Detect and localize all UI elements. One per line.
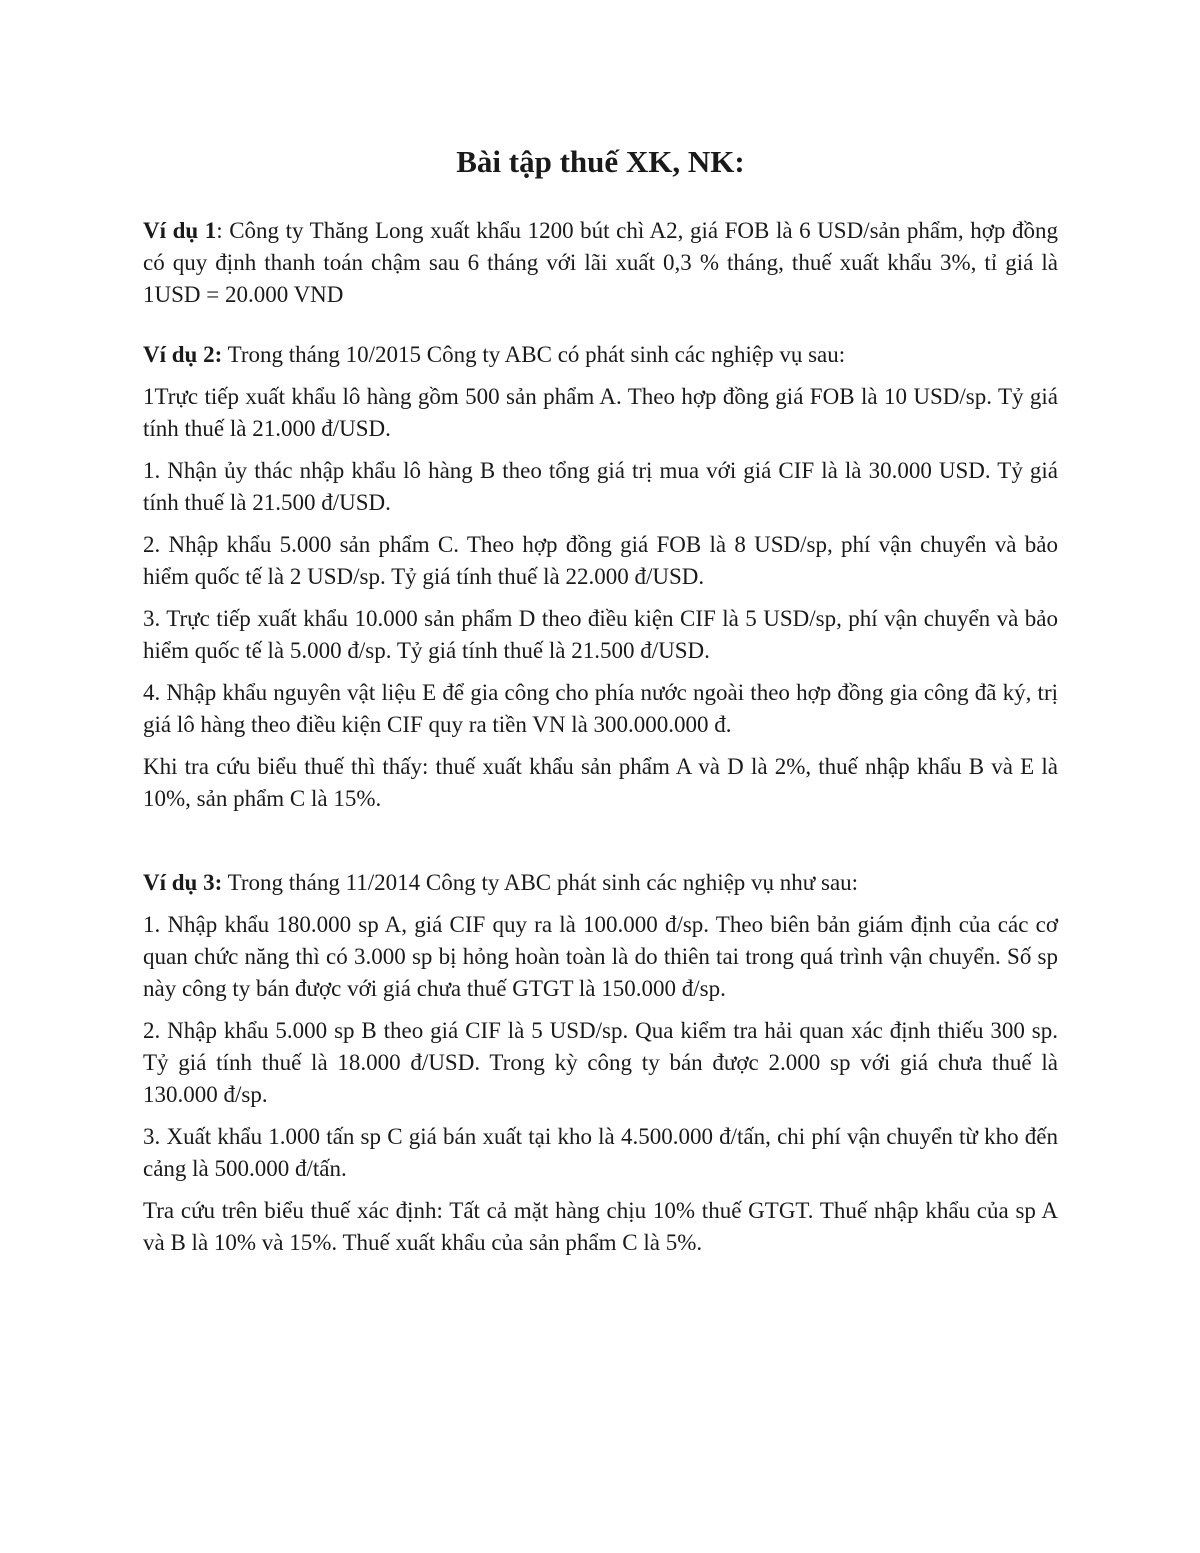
example-2-item: 1. Nhận ủy thác nhập khẩu lô hàng B theo tổng giá trị mua với giá CIF là là 30.000 USD. Tỷ giá tính thuế là 21.500 đ/USD. [143, 458, 1058, 515]
document-page [143, 142, 1058, 1269]
example-2-heading [143, 339, 1058, 371]
example-2-label: Ví dụ 2: [143, 342, 223, 367]
example-1-paragraph [143, 215, 1058, 311]
example-2-item: 4. Nhập khẩu nguyên vật liệu E để gia công cho phía nước ngoài theo hợp đồng gia công đã ký, trị giá lô hàng theo điều kiện CIF quy ra tiền VN là 300.000.000 đ. [143, 680, 1058, 737]
example-2-item: 1Trực tiếp xuất khẩu lô hàng gồm 500 sản phẩm A. Theo hợp đồng giá FOB là 10 USD/sp. Tỷ giá tính thuế là 21.000 đ/USD. [143, 384, 1058, 441]
example-3-label: Ví dụ 3: [143, 870, 223, 895]
example-3-heading [143, 867, 1058, 899]
example-2-item: 3. Trực tiếp xuất khẩu 10.000 sản phẩm D theo điều kiện CIF là 5 USD/sp, phí vận chuyển và bảo hiểm quốc tế là 5.000 đ/sp. Tỷ giá tính thuế là 21.500 đ/USD. [143, 606, 1058, 663]
example-1-text: : Công ty Thăng Long xuất khẩu 1200 bút chì A2, giá FOB là 6 USD/sản phẩm, hợp đồng có quy định thanh toán chậm sau 6 tháng với lãi xuất 0,3 % tháng, thuế xuất khẩu 3%, tỉ giá là 1USD = 20.000 VND [143, 218, 1058, 307]
example-1-label: Ví dụ 1 [143, 218, 217, 243]
example-3-item: 3. Xuất khẩu 1.000 tấn sp C giá bán xuất tại kho là 4.500.000 đ/tấn, chi phí vận chuyển từ kho đến cảng là 500.000 đ/tấn. [143, 1124, 1058, 1181]
example-3-item: 1. Nhập khẩu 180.000 sp A, giá CIF quy ra là 100.000 đ/sp. Theo biên bản giám định của các cơ quan chức năng thì có 3.000 sp bị hỏng hoàn toàn là do thiên tai trong quá trình vận chuyển. Số sp này công ty bán được với giá chưa thuế GTGT là 150.000 đ/sp. [143, 912, 1058, 1001]
example-3-item: 2. Nhập khẩu 5.000 sp B theo giá CIF là 5 USD/sp. Qua kiểm tra hải quan xác định thiếu 300 sp. Tỷ giá tính thuế là 18.000 đ/USD. Trong kỳ công ty bán được 2.000 sp với giá chưa thuế là 130.000 đ/sp. [143, 1018, 1058, 1107]
example-2-intro: Trong tháng 10/2015 Công ty ABC có phát sinh các nghiệp vụ sau: [222, 342, 846, 367]
example-2-item: 2. Nhập khẩu 5.000 sản phẩm C. Theo hợp đồng giá FOB là 8 USD/sp, phí vận chuyển và bảo hiểm quốc tế là 2 USD/sp. Tỷ giá tính thuế là 22.000 đ/USD. [143, 532, 1058, 589]
example-3-intro: Trong tháng 11/2014 Công ty ABC phát sinh các nghiệp vụ như sau: [222, 870, 859, 895]
example-3-note: Tra cứu trên biểu thuế xác định: Tất cả mặt hàng chịu 10% thuế GTGT. Thuế nhập khẩu của sp A và B là 10% và 15%. Thuế xuất khẩu của sản phẩm C là 5%. [143, 1198, 1058, 1255]
example-2-note: Khi tra cứu biểu thuế thì thấy: thuế xuất khẩu sản phẩm A và D là 2%, thuế nhập khẩu B và E là 10%, sản phẩm C là 15%. [143, 754, 1058, 811]
page-title: Bài tập thuế XK, NK: [456, 144, 745, 179]
